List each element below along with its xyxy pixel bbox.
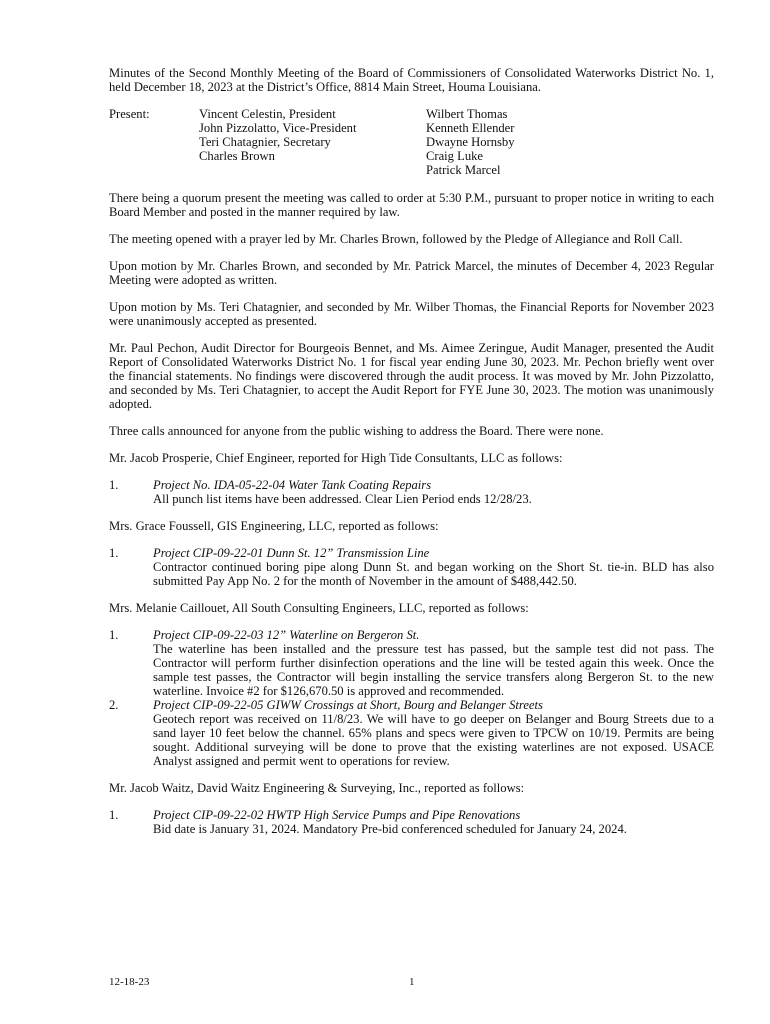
attendee: Vincent Celestin, President	[199, 107, 336, 121]
report-items	[109, 546, 714, 588]
item-text: Bid date is January 31, 2024. Mandatory Pre-bid conferenced scheduled for January 24, 2024.	[153, 822, 627, 836]
item-title: Project CIP-09-22-05 GIWW Crossings at Short, Bourg and Belanger Streets	[153, 698, 543, 712]
paragraph-minutes-motion: Upon motion by Mr. Charles Brown, and seconded by Mr. Patrick Marcel, the minutes of December 4, 2023 Regular Meeting were adopted as written.	[109, 259, 714, 287]
item-number: 1.	[109, 546, 119, 560]
item-text: Geotech report was received on 11/8/23. We will have to go deeper on Belanger and Bourg Streets due to a sand layer 10 feet below the channel. 65% plans and specs were given to TPCW on 10/19. Permits are being sought. Additional surveying will be done to prove that the existing waterlines are not exposed. USACE Analyst assigned and permit went to operations for review.	[153, 712, 714, 768]
item-title: Project CIP-09-22-03 12” Waterline on Bergeron St.	[153, 628, 420, 642]
item-text: Contractor continued boring pipe along Dunn St. and began working on the Short St. tie-in. BLD has also submitted Pay App No. 2 for the month of November in the amount of $488,442.50.	[153, 560, 714, 588]
report-items	[109, 628, 714, 768]
footer-date: 12-18-23	[109, 976, 150, 988]
report-item	[109, 808, 714, 836]
report-items	[109, 808, 714, 836]
paragraph-public-calls: Three calls announced for anyone from the public wishing to address the Board. There were none.	[109, 424, 604, 438]
attendee: Charles Brown	[199, 149, 275, 163]
report-heading: Mrs. Grace Foussell, GIS Engineering, LLC, reported as follows:	[109, 519, 439, 533]
item-title: Project No. IDA-05-22-04 Water Tank Coating Repairs	[153, 478, 432, 492]
item-text: The waterline has been installed and the pressure test has passed, but the sample test did not pass. The Contractor will perform further disinfection operations and the line will be tested again this week. Once the sample test passes, the Contractor will begin installing the service transfers along Bergeron St. to the new waterline. Invoice #2 for $126,670.50 is approved and recommended.	[153, 642, 714, 698]
report-items	[109, 478, 714, 506]
attendee: Dwayne Hornsby	[426, 135, 515, 149]
intro-paragraph: Minutes of the Second Monthly Meeting of the Board of Commissioners of Consolidated Waterworks District No. 1, held December 18, 2023 at the District’s Office, 8814 Main Street, Houma Louisiana.	[109, 66, 714, 94]
paragraph-prayer: The meeting opened with a prayer led by Mr. Charles Brown, followed by the Pledge of Allegiance and Roll Call.	[109, 232, 683, 246]
attendee: John Pizzolatto, Vice-President	[199, 121, 357, 135]
report-heading: Mr. Jacob Waitz, David Waitz Engineering & Surveying, Inc., reported as follows:	[109, 781, 525, 795]
item-number: 1.	[109, 628, 119, 642]
item-number: 1.	[109, 478, 119, 492]
report-item	[109, 698, 714, 768]
paragraph-audit-report: Mr. Paul Pechon, Audit Director for Bourgeois Bennet, and Ms. Aimee Zeringue, Audit Manager, presented the Audit Report of Consolidated Waterworks District No. 1 for fiscal year ending June 30, 2023. Mr. Pechon briefly went over the financial statements. No findings were discovered through the audit process. It was moved by Mr. John Pizzolatto, and seconded by Ms. Teri Chatagnier, to accept the Audit Report for FYE June 30, 2023. The motion was unanimously adopted.	[109, 341, 714, 411]
paragraph-quorum: There being a quorum present the meeting was called to order at 5:30 P.M., pursuant to proper notice in writing to each Board Member and posted in the manner required by law.	[109, 191, 714, 219]
report-heading: Mr. Jacob Prosperie, Chief Engineer, reported for High Tide Consultants, LLC as follows:	[109, 451, 563, 465]
attendance-block	[109, 107, 714, 177]
item-number: 1.	[109, 808, 119, 822]
report-item	[109, 546, 714, 588]
report-heading: Mrs. Melanie Caillouet, All South Consulting Engineers, LLC, reported as follows:	[109, 601, 529, 615]
report-item	[109, 628, 714, 698]
present-label: Present:	[109, 107, 150, 121]
document-page	[109, 66, 714, 849]
attendees-column-2	[426, 107, 626, 177]
paragraph-financial-motion: Upon motion by Ms. Teri Chatagnier, and seconded by Mr. Wilber Thomas, the Financial Reports for November 2023 were unanimously accepted as presented.	[109, 300, 714, 328]
attendee: Patrick Marcel	[426, 163, 501, 177]
page-number: 1	[409, 976, 415, 988]
attendee: Craig Luke	[426, 149, 484, 163]
item-title: Project CIP-09-22-01 Dunn St. 12” Transmission Line	[153, 546, 430, 560]
attendees-column-1	[199, 107, 426, 177]
attendee: Teri Chatagnier, Secretary	[199, 135, 331, 149]
report-item	[109, 478, 714, 506]
item-text: All punch list items have been addressed. Clear Lien Period ends 12/28/23.	[153, 492, 532, 506]
attendee: Kenneth Ellender	[426, 121, 515, 135]
item-title: Project CIP-09-22-02 HWTP High Service Pumps and Pipe Renovations	[153, 808, 521, 822]
attendee: Wilbert Thomas	[426, 107, 508, 121]
item-number: 2.	[109, 698, 119, 712]
